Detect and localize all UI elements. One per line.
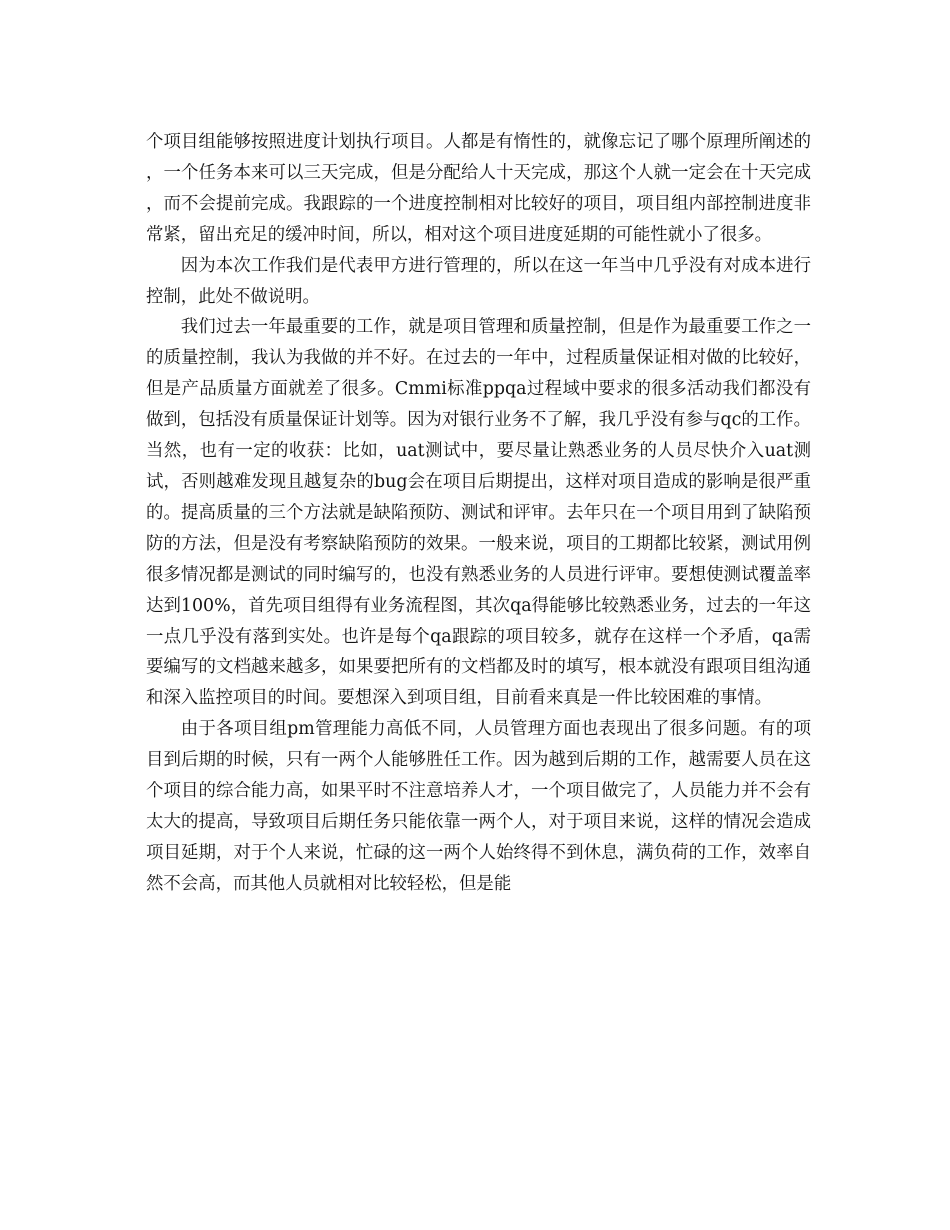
paragraph-1: 个项目组能够按照进度计划执行项目。人都是有惰性的，就像忘记了哪个原理所阐述的，一个任务本来可以三天完成，但是分配给人十天完成，那这个人就一定会在十天完成，而不会提前完成。我跟踪的一个进度控制相对比较好的项目，项目组内部控制进度非常紧，留出充足的缓冲时间，所以，相对这个项目进度延期的可能性就小了很多。 [146,132,811,245]
paragraph-3: 我们过去一年最重要的工作，就是项目管理和质量控制，但是作为最重要工作之一的质量控制，我认为我做的并不好。在过去的一年中，过程质量保证相对做的比较好，但是产品质量方面就差了很多。Cmmi标准ppqa过程域中要求的很多活动我们都没有做到，包括没有质量保证计划等。因为对银行业务不了解，我几乎没有参与qc的工作。当然，也有一定的收获：比如，uat测试中，要尽量让熟悉业务的人员尽快介入uat测试，否则越难发现且越复杂的bug会在项目后期提出，这样对项目造成的影响是很严重的。提高质量的三个方法就是缺陷预防、测试和评审。去年只在一个项目用到了缺陷预防的方法，但是没有考察缺陷预防的效果。一般来说，项目的工期都比较紧，测试用例很多情况都是测试的同时编写的，也没有熟悉业务的人员进行评审。要想使测试覆盖率达到100%，首先项目组得有业务流程图，其次qa得能够比较熟悉业务，过去的一年这一点几乎没有落到实处。也许是每个qa跟踪的项目较多，就存在这样一个矛盾，qa需要编写的文档越来越多，如果要把所有的文档都及时的填写，根本就没有跟项目组沟通和深入监控项目的时间。要想深入到项目组，目前看来真是一件比较困难的事情。 [146,317,811,709]
document-body [146,127,811,900]
paragraph-2: 因为本次工作我们是代表甲方进行管理的，所以在这一年当中几乎没有对成本进行控制，此处不做说明。 [146,255,811,307]
paragraph-4: 由于各项目组pm管理能力高低不同，人员管理方面也表现出了很多问题。有的项目到后期的时候，只有一两个人能够胜任工作。因为越到后期的工作，越需要人员在这个项目的综合能力高，如果平时不注意培养人才，一个项目做完了，人员能力并不会有太大的提高，导致项目后期任务只能依靠一两个人，对于项目来说，这样的情况会造成项目延期，对于个人来说，忙碌的这一两个人始终得不到休息，满负荷的工作，效率自然不会高，而其他人员就相对比较轻松，但是能 [146,719,811,894]
